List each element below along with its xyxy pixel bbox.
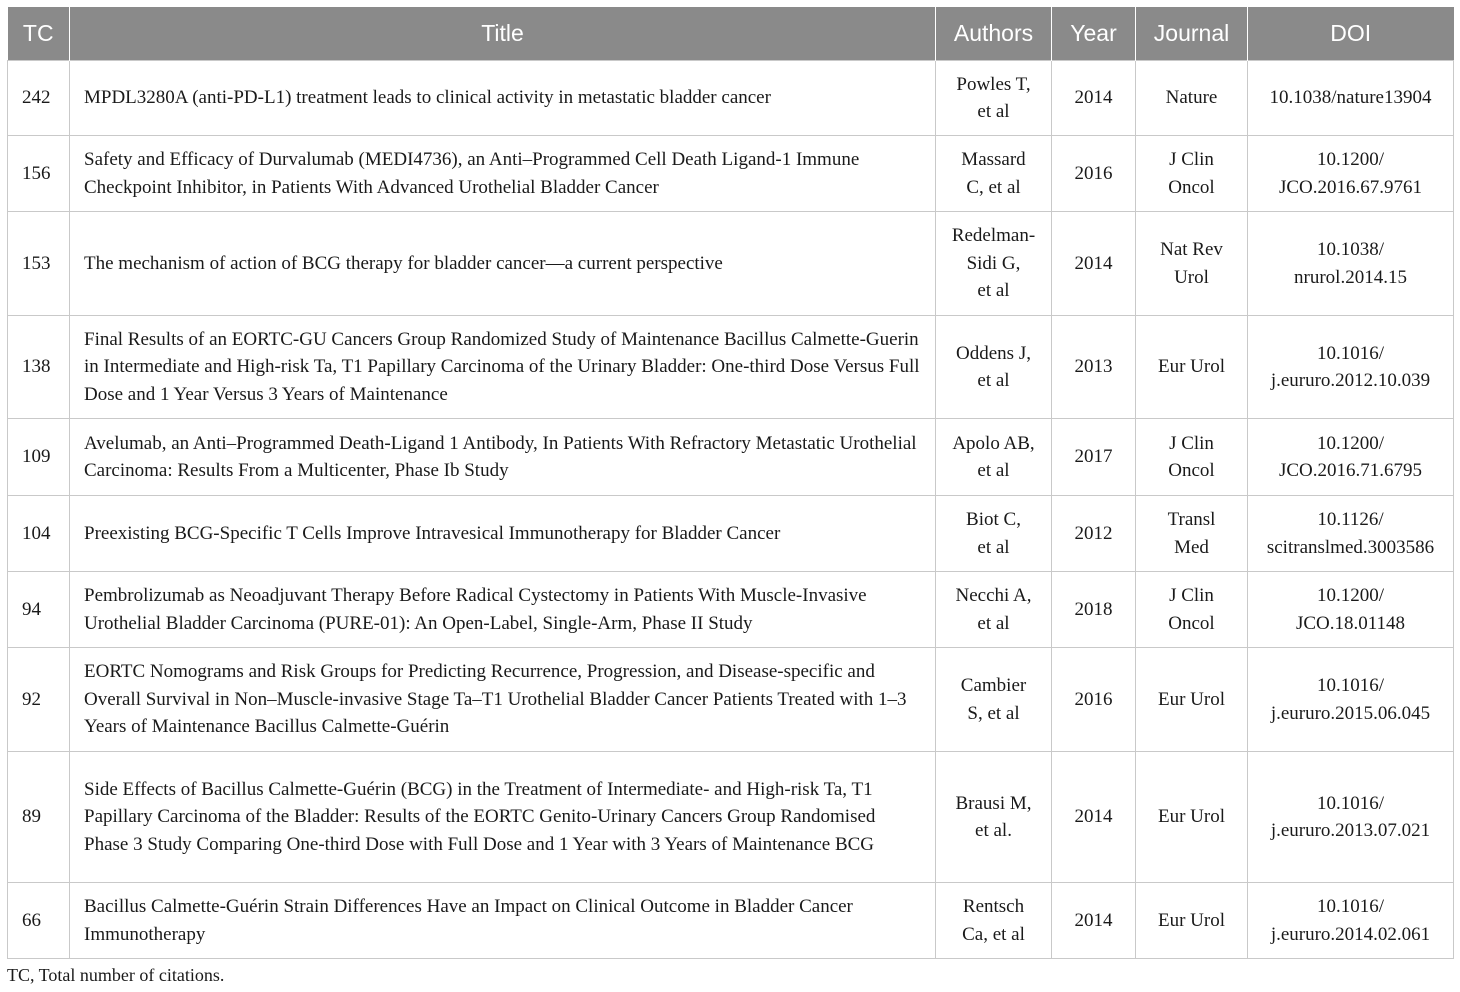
title-cell: Pembrolizumab as Neoadjuvant Therapy Before Radical Cystectomy in Patients With Muscle-Invasive Urothelial Bladder Carcinoma (PURE-01): An Open-Label, Single-Arm, Phase II Study	[70, 572, 936, 648]
table-row	[8, 496, 1454, 572]
authors-cell-line: Ca, et al	[962, 923, 1025, 945]
journal-cell-line: Med	[1174, 536, 1209, 558]
title-cell: Final Results of an EORTC-GU Cancers Group Randomized Study of Maintenance Bacillus Calmette-Guerin in Intermediate and High-risk Ta, T1 Papillary Carcinoma of the Urinary Bladder: One-third Dose Versus Full Dose and 1 Year Versus 3 Years of Maintenance	[70, 316, 936, 419]
authors-cell	[936, 212, 1052, 316]
table-footnote: TC, Total number of citations.	[7, 965, 225, 985]
title-cell: EORTC Nomograms and Risk Groups for Predicting Recurrence, Progression, and Disease-specific and Overall Survival in Non–Muscle-invasive Stage Ta–T1 Urothelial Bladder Cancer Patients Treated with 1–3 Years of Maintenance Bacillus Calmette-Guérin	[70, 648, 936, 752]
tc-cell: 138	[8, 316, 70, 419]
year-cell: 2018	[1052, 572, 1136, 648]
journal-cell-line: Oncol	[1168, 612, 1215, 634]
tc-cell: 92	[8, 648, 70, 752]
doi-cell	[1248, 136, 1454, 212]
authors-cell-line: Cambier	[960, 675, 1027, 696]
table-row	[8, 883, 1454, 959]
tc-cell: 89	[8, 752, 70, 883]
doi-cell-line: 10.1038/	[1316, 239, 1385, 260]
doi-cell-line: 10.1016/	[1316, 675, 1385, 696]
authors-cell	[936, 316, 1052, 419]
doi-cell	[1248, 316, 1454, 419]
authors-cell-line: Apolo AB,	[952, 432, 1035, 454]
authors-cell-line: Rentsch	[962, 896, 1025, 917]
doi-cell	[1248, 496, 1454, 572]
authors-cell-line: S, et al	[967, 702, 1020, 724]
doi-cell-line: 10.1016/	[1316, 792, 1385, 814]
table-row	[8, 212, 1454, 316]
title-cell: Bacillus Calmette-Guérin Strain Differences Have an Impact on Clinical Outcome in Bladder Cancer Immunotherapy	[70, 883, 936, 959]
doi-cell-line: 10.1016/	[1316, 342, 1385, 364]
doi-cell-line: j.eururo.2015.06.045	[1270, 702, 1431, 724]
authors-cell-line: et al.	[975, 820, 1012, 841]
doi-cell-line: j.eururo.2014.02.061	[1270, 923, 1431, 945]
tc-cell: 156	[8, 136, 70, 212]
doi-cell	[1248, 419, 1454, 496]
year-cell: 2017	[1052, 419, 1136, 496]
table-row	[8, 648, 1454, 752]
journal-cell-line: J Clin	[1169, 432, 1214, 454]
tc-cell: 153	[8, 212, 70, 316]
title-cell: Safety and Efficacy of Durvalumab (MEDI4736), an Anti–Programmed Cell Death Ligand-1 Immune Checkpoint Inhibitor, in Patients With Advanced Urothelial Bladder Cancer	[70, 136, 936, 212]
table-row	[8, 752, 1454, 883]
tc-cell: 104	[8, 496, 70, 572]
authors-cell	[936, 752, 1052, 883]
title-cell: Side Effects of Bacillus Calmette-Guérin (BCG) in the Treatment of Intermediate- and High-risk Ta, T1 Papillary Carcinoma of the Bladder: Results of the EORTC Genito-Urinary Cancers Group Randomised Phase 3 Study Comparing One-third Dose with Full Dose and 1 Year with 3 Years of Maintenance BCG	[70, 752, 936, 883]
journal-cell-line: Eur Urol	[1157, 806, 1225, 828]
year-cell: 2014	[1052, 752, 1136, 883]
year-cell: 2016	[1052, 136, 1136, 212]
authors-cell-line: Necchi A,	[955, 585, 1032, 606]
journal-cell	[1136, 648, 1248, 752]
authors-cell-line: Brausi M,	[955, 792, 1032, 814]
authors-cell-line: et al	[977, 536, 1010, 558]
authors-cell-line: C, et al	[966, 176, 1021, 198]
header-tc: TC	[8, 7, 70, 61]
year-cell: 2012	[1052, 496, 1136, 572]
journal-cell	[1136, 572, 1248, 648]
authors-cell	[936, 419, 1052, 496]
journal-cell-line: Nat Rev	[1160, 239, 1223, 260]
doi-cell-line: 10.1200/	[1316, 585, 1385, 606]
authors-cell-line: Oddens J,	[956, 342, 1031, 364]
table-row	[8, 316, 1454, 419]
journal-cell-line: Eur Urol	[1157, 909, 1225, 931]
doi-cell-line: JCO.2016.71.6795	[1278, 460, 1423, 481]
journal-cell-line: Transl	[1167, 509, 1216, 530]
journal-cell-line: J Clin	[1169, 585, 1214, 606]
authors-cell-line: Redelman-	[951, 225, 1036, 247]
title-cell: Preexisting BCG-Specific T Cells Improve Intravesical Immunotherapy for Bladder Cancer	[70, 496, 936, 572]
header-title: Title	[70, 7, 936, 61]
tc-cell: 242	[8, 61, 70, 136]
doi-cell-line: 10.1038/nature13904	[1269, 87, 1432, 109]
journal-cell-line: J Clin	[1169, 149, 1214, 170]
journal-cell	[1136, 752, 1248, 883]
authors-cell-line: Biot C,	[966, 509, 1021, 530]
title-cell: MPDL3280A (anti-PD-L1) treatment leads to clinical activity in metastatic bladder cancer	[70, 61, 936, 136]
table-row	[8, 61, 1454, 136]
doi-cell-line: 10.1126/	[1317, 509, 1384, 530]
journal-cell	[1136, 316, 1248, 419]
doi-cell-line: nrurol.2014.15	[1294, 266, 1407, 288]
authors-cell-line: et al	[977, 280, 1010, 302]
authors-cell	[936, 61, 1052, 136]
year-cell: 2016	[1052, 648, 1136, 752]
authors-cell-line: et al	[977, 370, 1010, 391]
header-journal: Journal	[1136, 7, 1248, 61]
doi-cell-line: j.eururo.2012.10.039	[1270, 370, 1431, 391]
authors-cell	[936, 136, 1052, 212]
doi-cell-line: JCO.2016.67.9761	[1278, 176, 1423, 198]
doi-cell-line: 10.1016/	[1316, 896, 1385, 917]
journal-cell-line: Nature	[1165, 87, 1218, 109]
tc-cell: 109	[8, 419, 70, 496]
doi-cell	[1248, 883, 1454, 959]
journal-cell	[1136, 883, 1248, 959]
authors-cell	[936, 572, 1052, 648]
header-doi: DOI	[1248, 7, 1454, 61]
journal-cell-line: Oncol	[1168, 460, 1215, 481]
authors-cell-line: Powles T,	[956, 73, 1031, 95]
authors-cell	[936, 648, 1052, 752]
year-cell: 2014	[1052, 883, 1136, 959]
authors-cell-line: et al	[977, 612, 1010, 634]
doi-cell-line: scitranslmed.3003586	[1266, 536, 1435, 558]
doi-cell	[1248, 61, 1454, 136]
journal-cell-line: Urol	[1174, 266, 1209, 288]
authors-cell-line: et al	[977, 460, 1010, 481]
year-cell: 2014	[1052, 212, 1136, 316]
authors-cell-line: Sidi G,	[966, 252, 1021, 274]
table-row	[8, 419, 1454, 496]
authors-cell	[936, 883, 1052, 959]
year-cell: 2013	[1052, 316, 1136, 419]
doi-cell-line: j.eururo.2013.07.021	[1270, 820, 1431, 841]
table-header-row	[8, 7, 1454, 61]
tc-cell: 94	[8, 572, 70, 648]
authors-cell-line: et al	[977, 101, 1010, 122]
doi-cell-line: 10.1200/	[1316, 432, 1385, 454]
citations-table-container	[7, 7, 1453, 959]
journal-cell-line: Oncol	[1168, 176, 1215, 198]
authors-cell	[936, 496, 1052, 572]
year-cell: 2014	[1052, 61, 1136, 136]
journal-cell	[1136, 136, 1248, 212]
journal-cell	[1136, 496, 1248, 572]
title-cell: Avelumab, an Anti–Programmed Death-Ligand 1 Antibody, In Patients With Refractory Metastatic Urothelial Carcinoma: Results From a Multicenter, Phase Ib Study	[70, 419, 936, 496]
tc-cell: 66	[8, 883, 70, 959]
journal-cell	[1136, 212, 1248, 316]
journal-cell-line: Eur Urol	[1157, 688, 1225, 710]
table-row	[8, 572, 1454, 648]
journal-cell	[1136, 61, 1248, 136]
journal-cell	[1136, 419, 1248, 496]
table-body	[8, 61, 1454, 959]
doi-cell	[1248, 752, 1454, 883]
header-year: Year	[1052, 7, 1136, 61]
table-row	[8, 136, 1454, 212]
header-authors: Authors	[936, 7, 1052, 61]
title-cell: The mechanism of action of BCG therapy for bladder cancer—a current perspective	[70, 212, 936, 316]
doi-cell	[1248, 212, 1454, 316]
authors-cell-line: Massard	[961, 149, 1026, 170]
doi-cell	[1248, 572, 1454, 648]
doi-cell-line: JCO.18.01148	[1295, 612, 1406, 634]
citations-table	[7, 7, 1454, 959]
journal-cell-line: Eur Urol	[1157, 356, 1225, 378]
doi-cell	[1248, 648, 1454, 752]
doi-cell-line: 10.1200/	[1316, 149, 1385, 170]
